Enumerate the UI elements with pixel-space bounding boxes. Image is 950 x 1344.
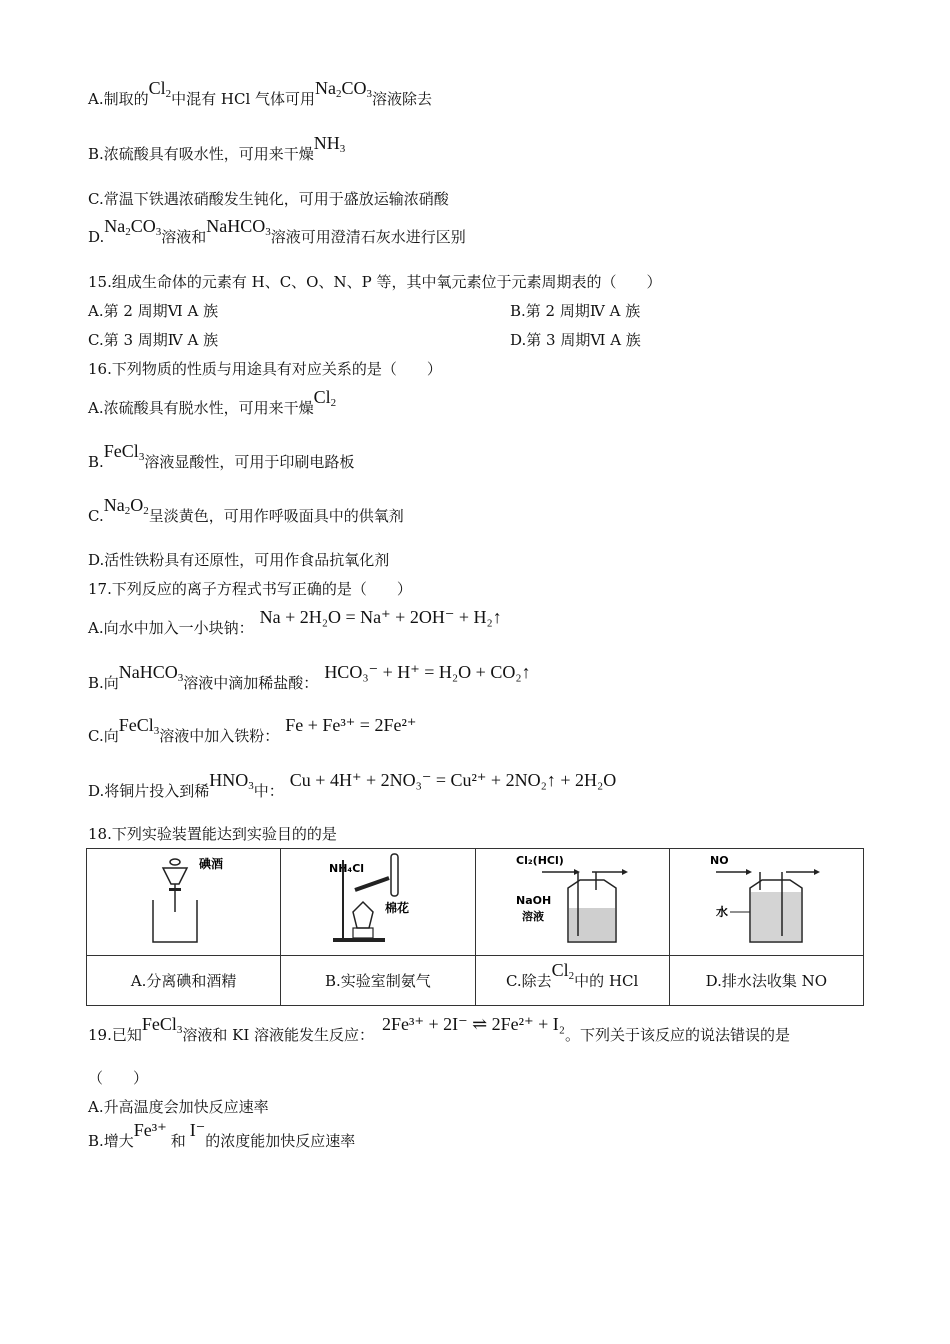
caption-b: B.实验室制氨气 [281, 956, 475, 1006]
q16-option-b: B.FeCl$_3$溶液显酸性，可用于印刷电路板 [88, 441, 355, 471]
q19-equation: 2Fe³⁺ + 2I⁻ ⇌ 2Fe²⁺ + I₂ [382, 1014, 565, 1034]
q15-option-d: D.第 3 周期Ⅵ A 族 [510, 331, 641, 349]
q17-option-b: B.向NaHCO$_3$溶液中滴加稀盐酸：HCO₃⁻ + H⁺ = H₂O + CO₂↑ [88, 662, 531, 692]
q15-option-a: A.第 2 周期Ⅵ A 族 [88, 302, 219, 320]
q16-option-c: $C.Na_2O_2$呈淡黄色，可用作呼吸面具中的供氧剂 [88, 495, 404, 525]
q18-apparatus-table [86, 848, 864, 1006]
q14-option-d: $D.Na_2CO_3$溶液和NaHCO$_3$溶液可用澄清石灰水进行区别 [88, 216, 466, 246]
q15-stem: 15.组成生命体的元素有 H、C、O、N、P 等，其中氧元素位于元素周期表的（ ） [88, 273, 662, 291]
caption-d: D.排水法收集 NO [669, 956, 863, 1006]
svg-text:NH₄Cl: NH₄Cl [328, 862, 364, 875]
q18-stem: 18.下列实验装置能达到实验目的的是 [88, 825, 337, 843]
caption-a: A.分离碘和酒精 [87, 956, 281, 1006]
svg-text:溶液: 溶液 [522, 910, 545, 923]
caption-c: C.除去$Cl_2$中的 HCl [475, 956, 669, 1006]
q16-stem: 16.下列物质的性质与用途具有对应关系的是（ ） [88, 360, 442, 378]
q19-stem: 19.已知FeCl$_3$溶液和 KI 溶液能发生反应：2Fe³⁺ + 2I⁻ ⇌ 2Fe²⁺ + I₂。下列关于该反应的说法错误的是 [88, 1014, 791, 1044]
q15-option-row-1 [88, 300, 641, 321]
svg-text:水: 水 [716, 905, 729, 919]
separatory-funnel-diagram [129, 850, 239, 950]
q15-option-c: C.第 3 周期Ⅳ A 族 [88, 331, 219, 349]
q15-option-b: B.第 2 周期Ⅳ A 族 [510, 302, 641, 320]
q17-equation-b: HCO₃⁻ + H⁺ = H₂O + CO₂↑ [324, 662, 531, 682]
q14-option-b: B.浓硫酸具有吸水性，可用来干燥$NH_3$ [88, 133, 346, 163]
q17-equation-d: Cu + 4H⁺ + 2NO₃⁻ = Cu²⁺ + 2NO₂↑ + 2H₂O [289, 770, 617, 790]
apparatus-c-cell [475, 849, 669, 956]
q19-option-a: A.升高温度会加快反应速率 [88, 1098, 269, 1116]
q19-option-b: B.增大Fe³⁺和I⁻的浓度能加快反应速率 [88, 1120, 356, 1150]
svg-text:NaOH: NaOH [516, 894, 552, 907]
q17-equation-a: Na + 2H₂O = Na⁺ + 2OH⁻ + H₂↑ [259, 607, 502, 627]
q17-option-c: C.向FeCl$_3$溶液中加入铁粉：Fe + Fe³⁺ = 2Fe²⁺ [88, 715, 417, 745]
apparatus-b-cell [281, 849, 475, 956]
q14-option-c: C.常温下铁遇浓硝酸发生钝化，可用于盛放运输浓硝酸 [88, 190, 449, 208]
q19-answer-paren: （ ） [88, 1069, 149, 1087]
svg-text:NO: NO [710, 854, 729, 867]
ammonia-prep-diagram [323, 850, 433, 950]
q17-option-d: D.将铜片投入到稀$HNO_3$中：Cu + 4H⁺ + 2NO₃⁻ = Cu²⁺ + 2NO₂↑ + 2H₂O [88, 770, 617, 800]
q16-option-a: A.浓硫酸具有脱水性，可用来干燥$Cl_2$ [88, 387, 337, 417]
gas-washing-bottle-diagram [512, 850, 632, 950]
svg-text:碘酒: 碘酒 [198, 857, 223, 871]
q17-stem: 17.下列反应的离子方程式书写正确的是（ ） [88, 580, 412, 598]
q17-option-a: A.向水中加入一小块钠：Na + 2H₂O = Na⁺ + 2OH⁻ + H₂↑ [88, 607, 502, 637]
svg-text:Cl₂(HCl): Cl₂(HCl) [516, 854, 564, 867]
q15-option-row-2 [88, 329, 641, 350]
svg-text:棉花: 棉花 [384, 901, 409, 915]
q14-option-a: A.制取的$Cl_2$中混有 HCl 气体可用$Na_2CO_3$溶液除去 [88, 78, 433, 108]
q17-equation-c: Fe + Fe³⁺ = 2Fe²⁺ [285, 715, 417, 735]
apparatus-a-cell [87, 849, 281, 956]
q16-option-d: D.活性铁粉具有还原性，可用作食品抗氧化剂 [88, 551, 390, 569]
water-collection-bottle-diagram [706, 850, 826, 950]
apparatus-d-cell [669, 849, 863, 956]
